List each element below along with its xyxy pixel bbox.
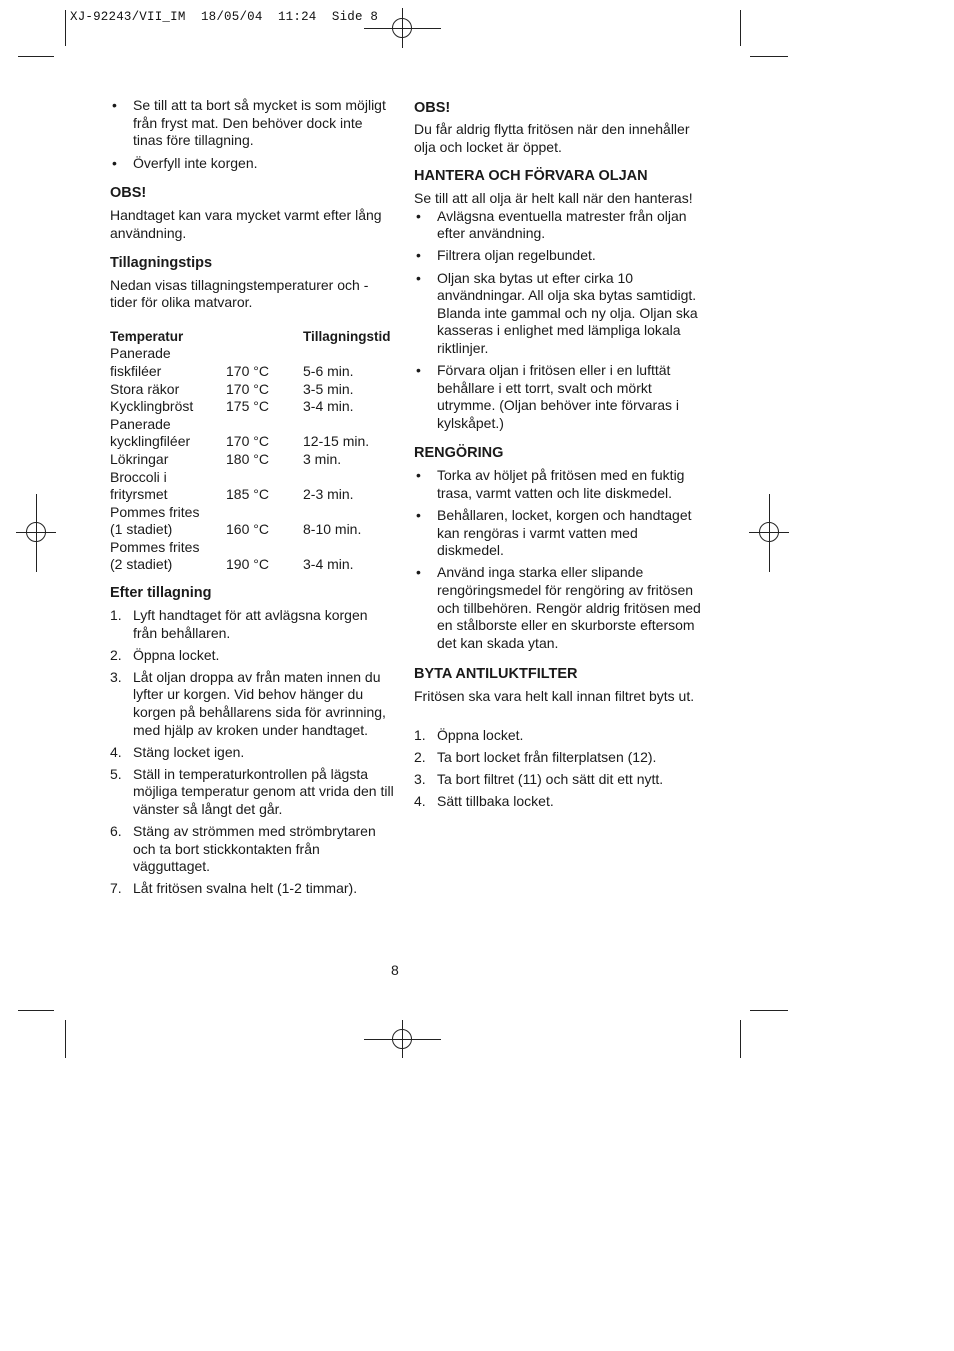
page-number: 8 — [391, 962, 399, 978]
list-item-text: Stäng locket igen. — [133, 743, 245, 760]
list-item-text: Öppna locket. — [437, 726, 524, 743]
table-row — [110, 345, 391, 380]
food-name-line: fiskfiléer — [110, 362, 162, 379]
time-cell — [303, 539, 391, 574]
crop-mark — [65, 1020, 66, 1058]
list-item-text: Lyft handtaget för att avlägsna korgen från behållaren. — [133, 607, 368, 641]
oil-bullet-list — [414, 208, 704, 433]
list-item-text: Överfyll inte korgen. — [133, 154, 258, 171]
food-name-line: (2 stadiet) — [110, 556, 173, 573]
registration-circle — [26, 522, 46, 542]
list-item — [110, 607, 395, 642]
list-item — [414, 362, 704, 432]
temperature-value: 170 °C — [226, 380, 269, 397]
time-cell — [303, 469, 391, 504]
list-item — [110, 880, 395, 898]
list-item — [110, 823, 395, 876]
obs-text: Handtaget kan vara mycket varmt efter lång användning. — [110, 207, 382, 241]
temperature-value: 185 °C — [226, 486, 269, 503]
list-item — [414, 727, 704, 745]
filter-steps — [414, 727, 704, 811]
time-cell — [303, 451, 391, 469]
time-cell — [303, 345, 391, 380]
oil-heading: HANTERA OCH FÖRVARA OLJAN — [414, 168, 648, 185]
food-name-line: Broccoli i — [110, 468, 167, 485]
crop-mark — [740, 1020, 741, 1058]
list-item-text: Ställ in temperaturkontrollen på lägsta möjliga temperatur genom att vrida den till vänster så långt det går. — [133, 765, 394, 817]
list-item — [414, 749, 704, 767]
bullet-marker: • — [416, 247, 421, 264]
food-cell — [110, 469, 226, 504]
temperature-cell — [226, 469, 303, 504]
step-number: 6. — [110, 823, 122, 840]
temperature-cell — [226, 345, 303, 380]
printer-slug — [70, 10, 378, 24]
list-item-text: Förvara oljan i fritösen eller i en lufttät behållare i ett torrt, svalt och mörkt utrymme. (Oljan behöver inte förvaras i kylskåpet.) — [437, 362, 679, 431]
step-number: 1. — [110, 607, 122, 624]
food-cell — [110, 539, 226, 574]
bullet-marker: • — [416, 467, 421, 484]
step-number: 4. — [414, 793, 426, 810]
slug-side-label: Side — [331, 10, 363, 24]
time-cell — [303, 381, 391, 399]
list-item — [414, 507, 704, 560]
bullet-marker: • — [416, 269, 421, 286]
right-column — [414, 97, 704, 811]
bullet-marker: • — [416, 507, 421, 524]
table-row — [110, 381, 391, 399]
step-number: 3. — [414, 771, 426, 788]
table-row — [110, 504, 391, 539]
list-item — [414, 793, 704, 811]
time-value: 3-5 min. — [303, 380, 354, 397]
time-value: 2-3 min. — [303, 486, 354, 503]
list-item — [110, 647, 395, 665]
registration-circle — [392, 1029, 412, 1049]
table-row — [110, 469, 391, 504]
crop-mark — [740, 10, 741, 46]
oil-intro-text: Se till att all olja är helt kall när den hanteras! — [414, 190, 693, 207]
list-item — [110, 97, 395, 150]
food-cell — [110, 381, 226, 399]
crop-mark — [18, 56, 54, 57]
registration-circle — [392, 18, 412, 38]
list-item-text: Sätt tillbaka locket. — [437, 793, 554, 810]
step-number: 4. — [110, 743, 122, 760]
obs-heading: OBS! — [414, 100, 451, 116]
intro-bullet-list — [110, 97, 395, 172]
list-item-text: Använd inga starka eller slipande rengöringsmedel för rengöring av fritösen och tillbehören. Rengör aldrig fritösen med en stålborste eller en skurborste eftersom det kan skada ytan. — [437, 564, 701, 651]
temperature-cell — [226, 451, 303, 469]
time-value: 8-10 min. — [303, 521, 362, 538]
time-value: 3-4 min. — [303, 556, 354, 573]
step-number: 3. — [110, 668, 122, 685]
step-number: 2. — [110, 646, 122, 663]
food-name-line: Pommes frites — [110, 538, 200, 555]
food-cell — [110, 451, 226, 469]
filter-text: Fritösen ska vara helt kall innan filtret byts ut. — [414, 688, 695, 705]
food-name-line: kycklingfiléer — [110, 433, 191, 450]
food-name-line: Stora räkor — [110, 380, 180, 397]
step-number: 1. — [414, 726, 426, 743]
slug-date: 18/05/04 — [200, 10, 263, 24]
left-column — [110, 97, 395, 898]
list-item — [110, 744, 395, 762]
list-item — [414, 247, 704, 265]
time-value: 5-6 min. — [303, 362, 354, 379]
table-row — [110, 416, 391, 451]
after-cooking-heading: Efter tillagning — [110, 585, 212, 602]
list-item-text: Öppna locket. — [133, 646, 220, 663]
table-row — [110, 398, 391, 416]
temperature-cell — [226, 539, 303, 574]
bullet-marker: • — [112, 97, 117, 113]
list-item-text: Låt oljan droppa av från maten innen du lyfter ur korgen. Vid behov hänger du korgen på behållarens sida för avrinning, med hjälp av kroken under handtaget. — [133, 668, 386, 738]
time-value: 3 min. — [303, 450, 342, 467]
tips-heading: Tillagningstips — [110, 254, 213, 271]
temperature-cell — [226, 381, 303, 399]
list-item — [110, 155, 395, 173]
crop-mark — [65, 10, 66, 46]
list-item-text: Se till att ta bort så mycket is som möjligt från fryst mat. Den behöver dock inte tinas före tillagning. — [133, 97, 386, 149]
food-cell — [110, 345, 226, 380]
bullet-marker: • — [416, 207, 421, 224]
registration-circle — [759, 522, 779, 542]
time-cell — [303, 416, 391, 451]
filter-heading: BYTA ANTILUKTFILTER — [414, 666, 578, 683]
temperature-cell — [226, 504, 303, 539]
table-row — [110, 451, 391, 469]
list-item-text: Oljan ska bytas ut efter cirka 10 användningar. All olja ska bytas samtidigt. Blanda inte gammal och ny olja. Oljan ska kasseras i enlighet med lämpliga lokala riktlinjer. — [437, 269, 698, 356]
list-item-text: Filtrera oljan regelbundet. — [437, 247, 596, 264]
list-item — [110, 766, 395, 819]
list-item-text: Ta bort locket från filterplatsen (12). — [437, 749, 657, 766]
list-item — [414, 208, 704, 243]
bullet-marker: • — [112, 154, 117, 171]
slug-code: XJ-92243/VII_IM — [70, 10, 186, 24]
slug-time: 11:24 — [277, 10, 317, 24]
food-cell — [110, 504, 226, 539]
food-cell — [110, 398, 226, 416]
obs-text: Du får aldrig flytta fritösen när den innehåller olja och locket är öppet. — [414, 121, 690, 155]
time-value: 3-4 min. — [303, 398, 354, 415]
temperature-cell — [226, 398, 303, 416]
bullet-marker: • — [416, 564, 421, 581]
step-number: 5. — [110, 765, 122, 782]
list-item-text: Torka av höljet på fritösen med en fuktig trasa, varmt vatten och lite diskmedel. — [437, 467, 685, 501]
temperature-value: 175 °C — [226, 398, 269, 415]
list-item — [414, 467, 704, 502]
time-cell — [303, 398, 391, 416]
cleaning-bullet-list — [414, 467, 704, 652]
food-name-line: Panerade — [110, 415, 171, 432]
obs-heading: OBS! — [110, 185, 147, 202]
food-cell — [110, 416, 226, 451]
food-name-line: (1 stadiet) — [110, 521, 173, 538]
tips-text: Nedan visas tillagningstemperaturer och -tider för olika matvaror. — [110, 276, 369, 311]
food-name-line: frityrsmet — [110, 486, 168, 503]
slug-side-number: 8 — [370, 10, 379, 24]
table-row — [110, 539, 391, 574]
crop-mark — [750, 56, 788, 57]
temperature-value: 160 °C — [226, 521, 269, 538]
list-item-text: Behållaren, locket, korgen och handtaget kan rengöras i varmt vatten med diskmedel. — [437, 507, 692, 559]
cleaning-heading: RENGÖRING — [414, 445, 504, 462]
food-name-line: Pommes frites — [110, 503, 200, 520]
time-value: 12-15 min. — [303, 433, 370, 450]
temperature-value: 170 °C — [226, 433, 269, 450]
list-item — [110, 669, 395, 739]
step-number: 2. — [414, 749, 426, 766]
list-item-text: Ta bort filtret (11) och sätt dit ett nytt. — [437, 771, 664, 788]
after-cooking-steps — [110, 607, 395, 898]
list-item-text: Låt fritösen svalna helt (1-2 timmar). — [133, 880, 358, 897]
temperature-cell — [226, 416, 303, 451]
step-number: 7. — [110, 880, 122, 897]
temperature-value: 170 °C — [226, 362, 269, 379]
crop-mark — [750, 1010, 788, 1011]
column-header-temperature: Temperatur — [110, 328, 184, 344]
list-item-text: Stäng av strömmen med strömbrytaren och ta bort stickkontakten från vägguttaget. — [133, 823, 376, 875]
food-name-line: Kycklingbröst — [110, 398, 194, 415]
table-header-row — [110, 328, 391, 346]
bullet-marker: • — [416, 362, 421, 379]
list-item — [414, 771, 704, 789]
column-header-time: Tillagningstid — [303, 328, 391, 344]
food-name-line: Lökringar — [110, 450, 169, 467]
food-name-line: Panerade — [110, 345, 171, 362]
time-cell — [303, 504, 391, 539]
cooking-table — [110, 328, 391, 574]
list-item — [414, 270, 704, 358]
temperature-value: 190 °C — [226, 556, 269, 573]
temperature-value: 180 °C — [226, 450, 269, 467]
crop-mark — [18, 1010, 54, 1011]
list-item-text: Avlägsna eventuella matrester från oljan efter användning. — [437, 207, 687, 242]
list-item — [414, 564, 704, 652]
